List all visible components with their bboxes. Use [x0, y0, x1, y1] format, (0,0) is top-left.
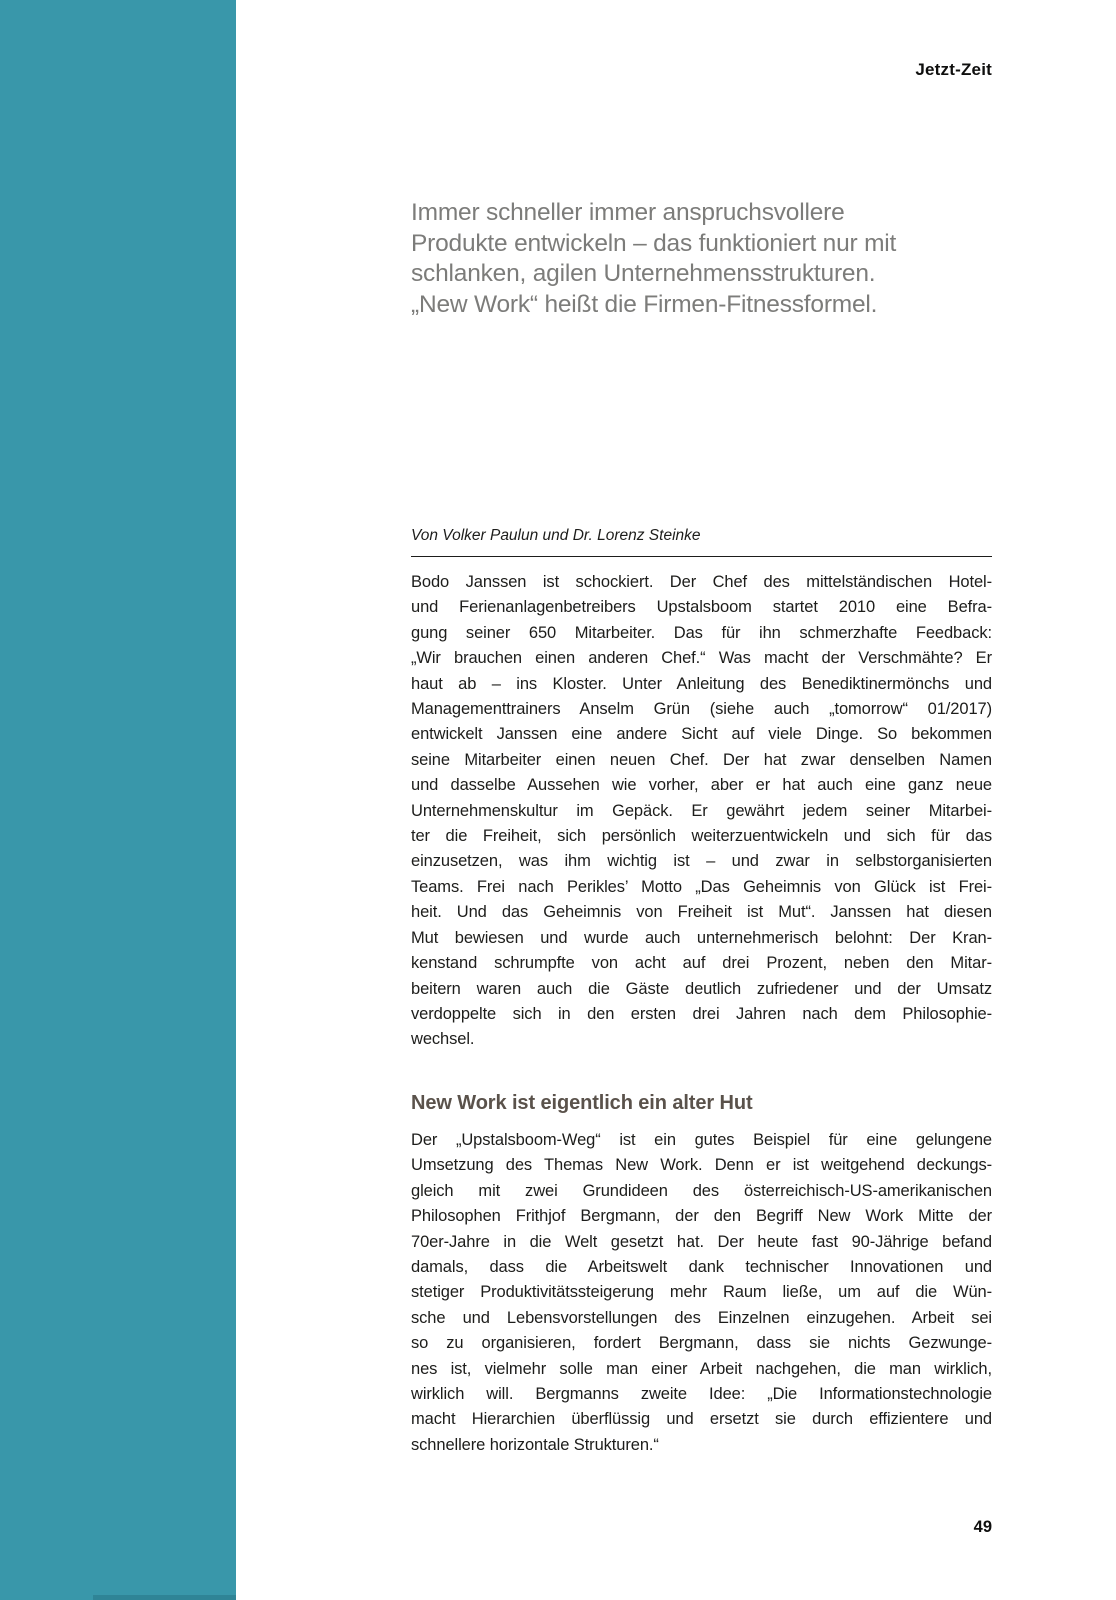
text-line: entwickelt Janssen eine andere Sicht auf viele Dinge. So bekommen	[411, 725, 992, 744]
text-line: gung seiner 650 Mitarbeiter. Das für ihn schmerzhafte Feedback:	[411, 623, 992, 642]
text-line: Managementtrainers Anselm Grün (siehe auch „tomorrow“ 01/2017)	[411, 700, 992, 719]
text-line: heit. Und das Geheimnis von Freiheit ist Mut“. Janssen hat diesen	[411, 903, 992, 922]
article-paragraph-1	[411, 570, 992, 1053]
text-line: macht Hierarchien überflüssig und ersetzt sie durch effizientere und	[411, 1410, 992, 1429]
text-line: stetiger Produktivitätssteigerung mehr Raum ließe, um auf die Wün-	[411, 1283, 992, 1302]
text-line: gleich mit zwei Grundideen des österreichisch-US-amerikanischen	[411, 1181, 992, 1200]
byline: Von Volker Paulun und Dr. Lorenz Steinke	[411, 527, 701, 544]
text-line: haut ab – ins Kloster. Unter Anleitung des Benediktinermönchs und	[411, 674, 992, 693]
text-line: beitern waren auch die Gäste deutlich zufriedener und der Umsatz	[411, 979, 992, 998]
section-subheading: New Work ist eigentlich ein alter Hut	[411, 1092, 753, 1114]
page-number: 49	[973, 1518, 992, 1536]
text-line: Produkte entwickeln – das funktioniert nur mit	[411, 229, 897, 257]
text-line: Immer schneller immer anspruchsvollere	[411, 199, 845, 226]
text-line: und Ferienanlagenbetreibers Upstalsboom startet 2010 eine Befra-	[411, 598, 992, 617]
text-line: kenstand schrumpfte von acht auf drei Prozent, neben den Mitar-	[411, 954, 992, 973]
text-line: nes ist, vielmehr solle man einer Arbeit nachgehen, die man wirklich,	[411, 1359, 992, 1378]
text-line: „Wir brauchen einen anderen Chef.“ Was macht der Verschmähte? Er	[411, 649, 992, 668]
article-paragraph-2	[411, 1128, 992, 1458]
byline-rule	[411, 556, 992, 557]
text-line: so zu organisieren, fordert Bergmann, dass sie nichts Gezwunge-	[411, 1334, 992, 1353]
text-line: einzusetzen, was ihm wichtig ist – und zwar in selbstorganisierten	[411, 852, 992, 871]
text-line: damals, dass die Arbeitswelt dank technischer Innovationen und	[411, 1258, 992, 1277]
text-line: Unternehmenskultur im Gepäck. Er gewährt jedem seiner Mitarbei-	[411, 801, 992, 820]
running-head: Jetzt-Zeit	[915, 60, 992, 79]
text-line: Philosophen Frithjof Bergmann, der den Begriff New Work Mitte der	[411, 1207, 992, 1226]
text-line: und dasselbe Aussehen wie vorher, aber er hat auch eine ganz neue	[411, 776, 992, 795]
text-line: wirklich will. Bergmanns zweite Idee: „Die Informationstechnologie	[411, 1385, 992, 1404]
text-line: ter die Freiheit, sich persönlich weiterzuentwickeln und sich für das	[411, 827, 992, 846]
text-line: Bodo Janssen ist schockiert. Der Chef des mittelständischen Hotel-	[411, 573, 992, 591]
text-line: seine Mitarbeiter einen neuen Chef. Der hat zwar denselben Namen	[411, 750, 992, 769]
text-line: Mut bewiesen und wurde auch unternehmerisch belohnt: Der Kran-	[411, 928, 992, 947]
text-line: schnellere horizontale Strukturen.“	[411, 1435, 659, 1454]
text-line: verdoppelte sich in den ersten drei Jahren nach dem Philosophie-	[411, 1004, 992, 1023]
band-bottom-edge	[93, 1595, 236, 1600]
text-line: Der „Upstalsboom-Weg“ ist ein gutes Beispiel für eine gelungene	[411, 1131, 992, 1149]
left-color-band	[0, 0, 236, 1600]
text-line: wechsel.	[411, 1030, 475, 1049]
text-line: sche und Lebensvorstellungen des Einzelnen einzugehen. Arbeit sei	[411, 1308, 992, 1327]
text-line: schlanken, agilen Unternehmensstrukturen.	[411, 260, 876, 288]
text-line: 70er-Jahre in die Welt gesetzt hat. Der heute fast 90-Jährige befand	[411, 1232, 992, 1251]
text-line: Teams. Frei nach Perikles’ Motto „Das Geheimnis von Glück ist Frei-	[411, 877, 992, 896]
article-lead	[411, 198, 951, 320]
text-line: „New Work“ heißt die Firmen-Fitnessformel.	[411, 290, 878, 318]
text-line: Umsetzung des Themas New Work. Denn er ist weitgehend deckungs-	[411, 1156, 992, 1175]
